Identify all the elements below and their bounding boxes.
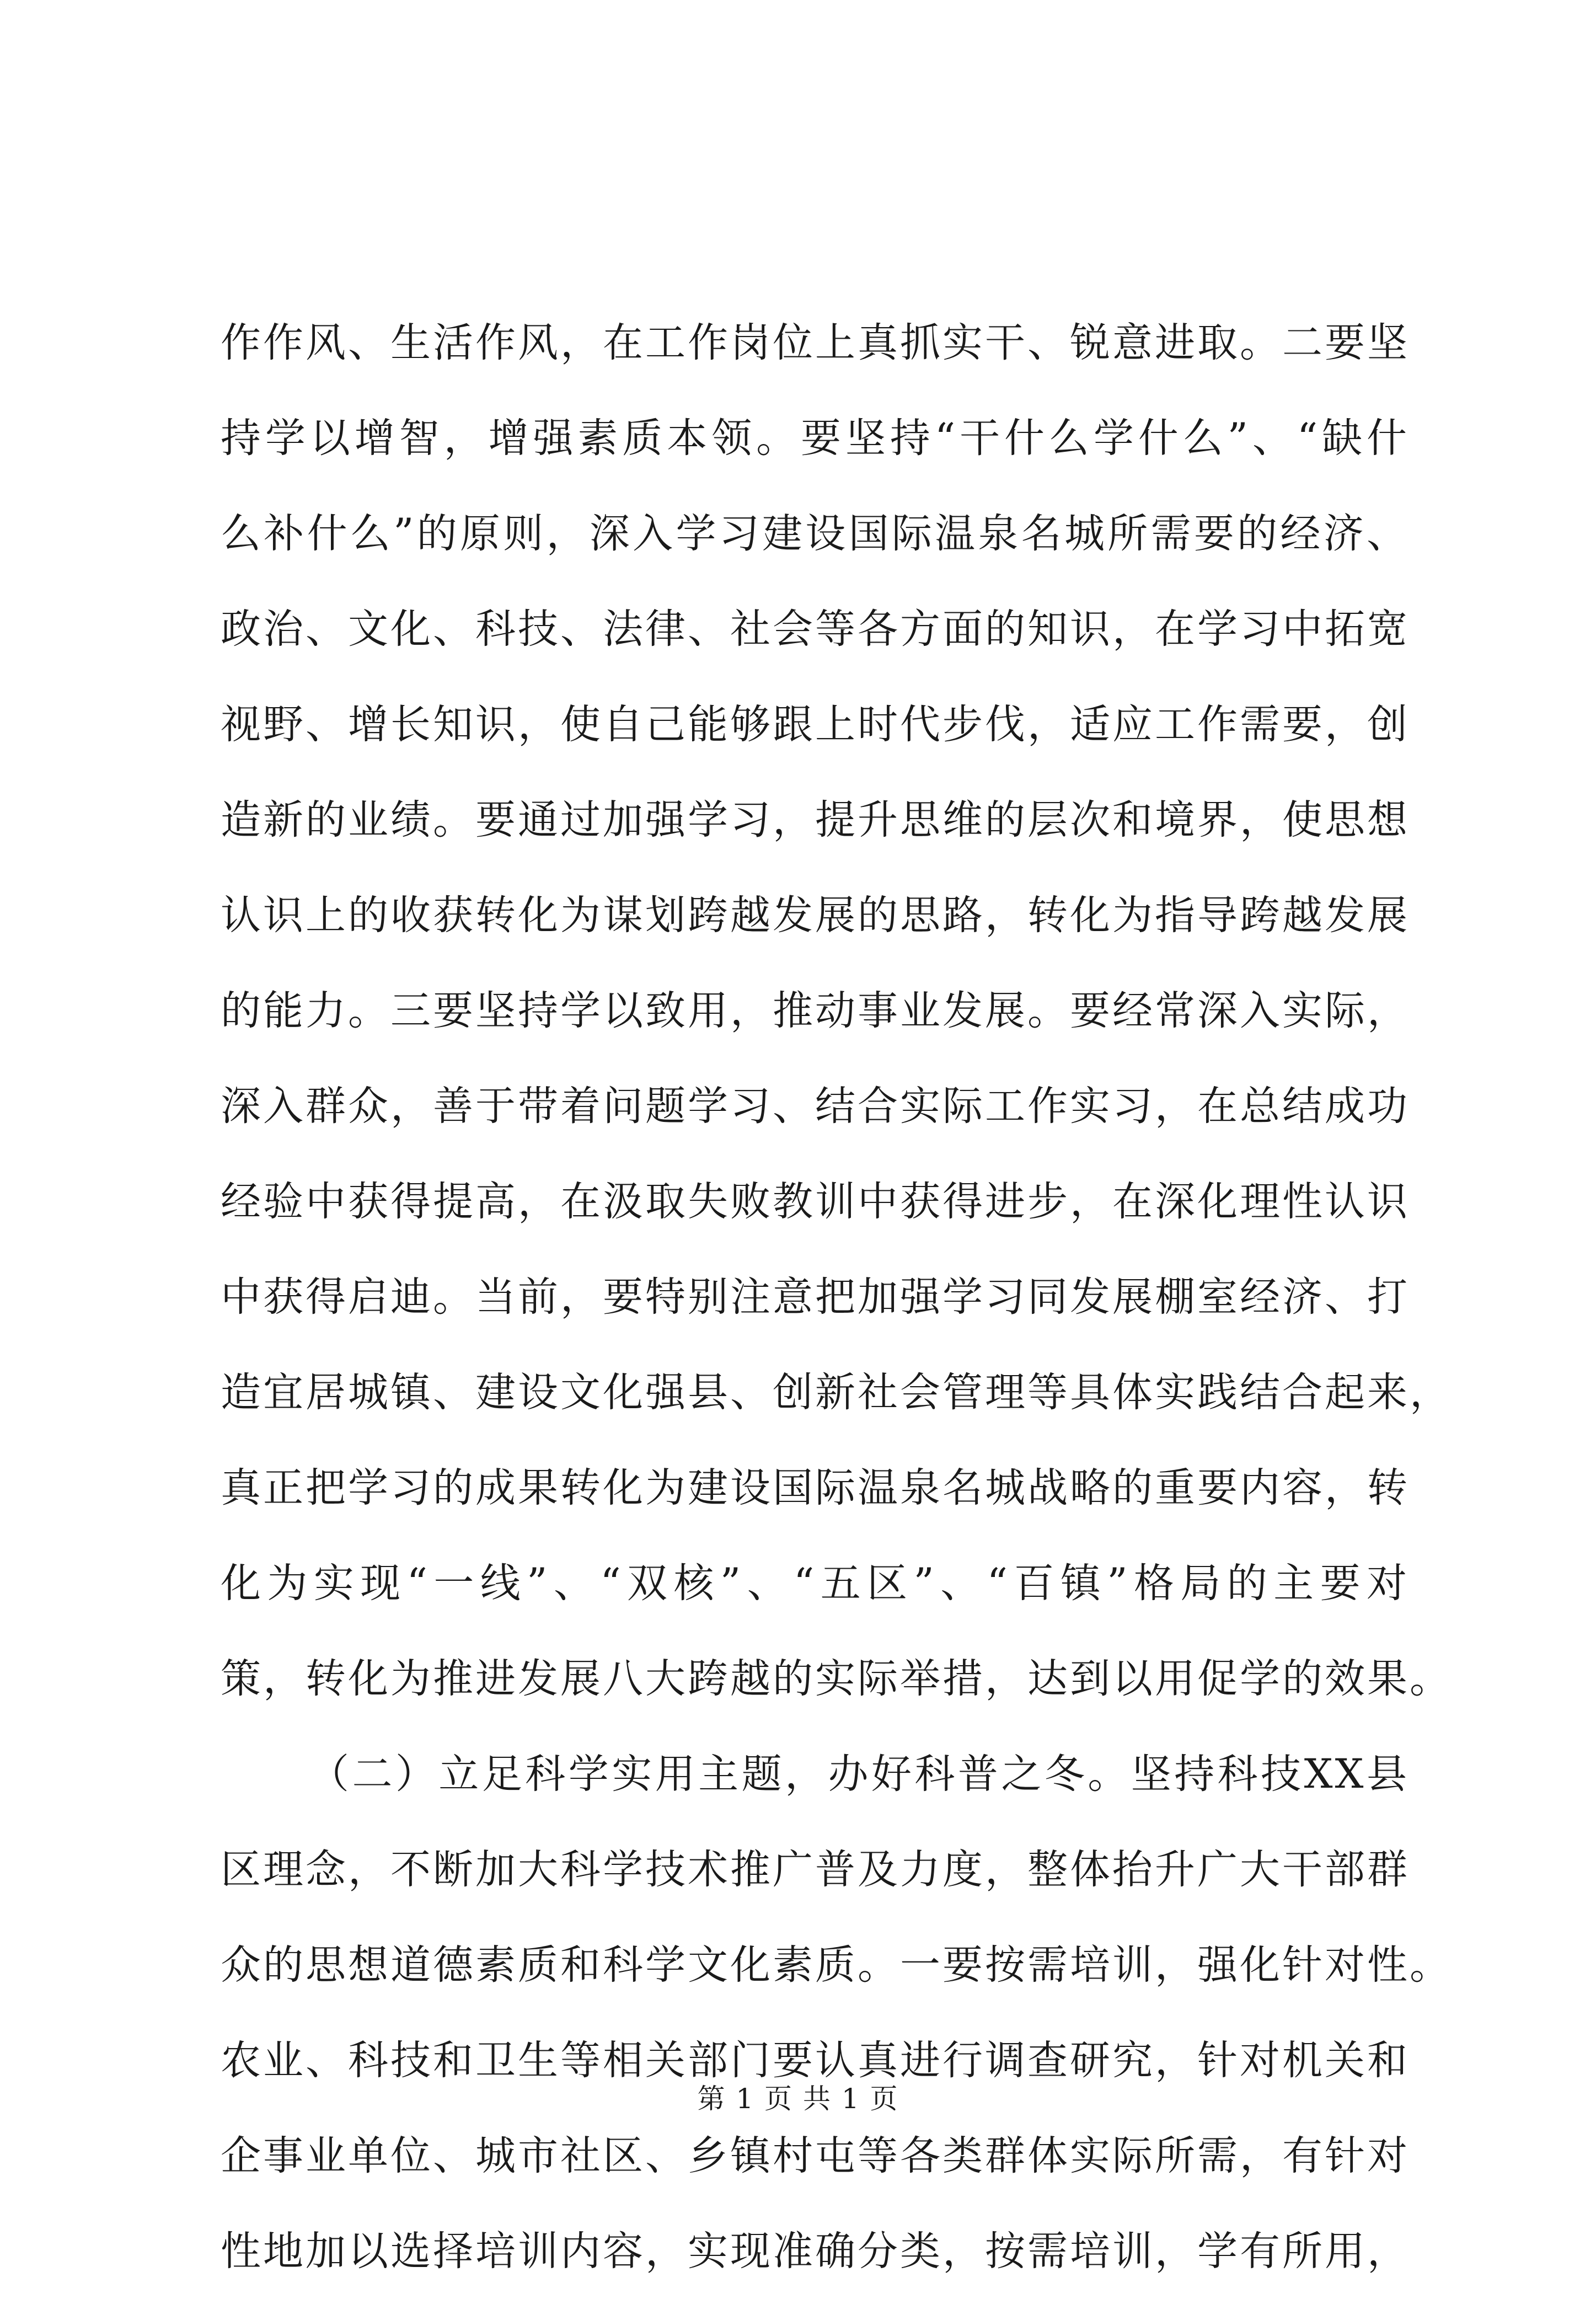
- body-line: 经验中获得提高，在汲取失败教训中获得进步，在深化理性认识: [221, 1178, 1410, 1225]
- body-line: 农业、科技和卫生等相关部门要认真进行调查研究，针对机关和: [221, 2037, 1410, 2084]
- body-line: 么补什么”的原则，深入学习建设国际温泉名城所需要的经济、: [221, 510, 1409, 557]
- body-line: 区理念，不断加大科学技术推广普及力度，整体抬升广大干部群: [221, 1846, 1410, 1893]
- body-line: 造宜居城镇、建设文化强县、创新社会管理等具体实践结合起来，: [221, 1369, 1452, 1416]
- body-line: 认识上的收获转化为谋划跨越发展的思路，转化为指导跨越发展: [221, 892, 1410, 939]
- body-line: 作作风、生活作风，在工作岗位上真抓实干、锐意进取。二要坚: [221, 319, 1410, 366]
- body-line: 视野、增长知识，使自己能够跟上时代步伐，适应工作需要，创: [221, 701, 1410, 748]
- body-line: 持学以增智，增强素质本领。要坚持“干什么学什么”、“缺什: [221, 415, 1409, 462]
- document-body: [221, 295, 1452, 2299]
- page-number-label: 第 1 页 共 1 页: [697, 2083, 899, 2115]
- body-line: 企事业单位、城市社区、乡镇村屯等各类群体实际所需，有针对: [221, 2132, 1410, 2179]
- body-line: 造新的业绩。要通过加强学习，提升思维的层次和境界，使思想: [221, 796, 1410, 843]
- body-line: 众的思想道德素质和科学文化素质。一要按需培训，强化针对性。: [221, 1942, 1452, 1988]
- body-line: 中获得启迪。当前，要特别注意把加强学习同发展棚室经济、打: [221, 1274, 1410, 1320]
- page-footer: [0, 2077, 1596, 2116]
- body-line: 的能力。三要坚持学以致用，推动事业发展。要经常深入实际，: [221, 987, 1410, 1034]
- body-line: 政治、文化、科技、法律、社会等各方面的知识，在学习中拓宽: [221, 606, 1410, 653]
- paragraph-start-line: （二）立足科学实用主题，办好科普之冬。坚持科技XX县: [309, 1751, 1409, 1798]
- body-line: 性地加以选择培训内容，实现准确分类，按需培训，学有所用，: [221, 2228, 1410, 2275]
- body-line: 真正把学习的成果转化为建设国际温泉名城战略的重要内容，转: [221, 1464, 1410, 1511]
- body-line: 深入群众，善于带着问题学习、结合实际工作实习，在总结成功: [221, 1083, 1410, 1130]
- body-line: 化为实现“一线”、“双核”、“五区”、“百镇”格局的主要对: [221, 1560, 1409, 1607]
- body-line: 策，转化为推进发展八大跨越的实际举措，达到以用促学的效果。: [221, 1655, 1452, 1702]
